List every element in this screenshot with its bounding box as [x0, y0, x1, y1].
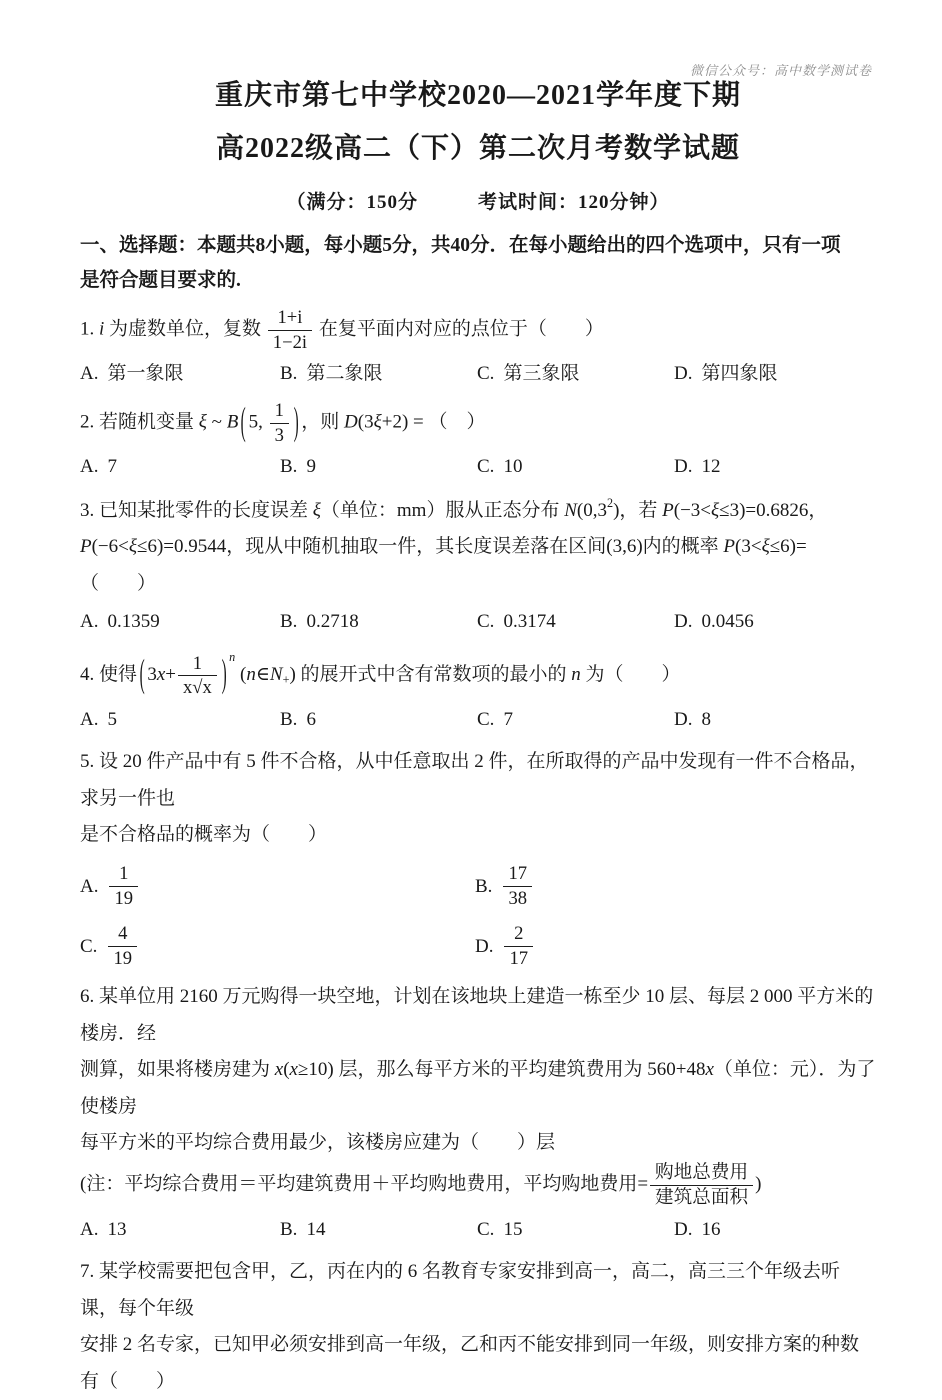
math-variable: N — [269, 664, 283, 686]
option-label: C. — [477, 456, 495, 478]
question-4-line — [80, 646, 876, 700]
text-run: ( — [283, 1059, 290, 1081]
big-paren: ( — [139, 653, 145, 697]
fraction-denominator: 建筑总面积 — [650, 1185, 753, 1210]
option-label: A. — [80, 363, 99, 385]
fraction-denominator: 38 — [503, 886, 532, 911]
text-run: 10 — [503, 456, 523, 478]
option-C — [477, 605, 674, 638]
option-B — [475, 862, 876, 911]
question-5 — [80, 744, 876, 971]
paper-title-line2: 高2022级高二（下）第二次月考数学试题 — [215, 133, 740, 165]
math-variable: x — [274, 1059, 284, 1081]
option-label: B. — [280, 611, 298, 633]
text-run: ≤6)=0.9544，现从中随机抽取一件，其长度误差落在区间(3,6)内的概率 — [137, 536, 724, 558]
math-variable: n — [571, 664, 581, 686]
question-5-line — [80, 744, 876, 817]
text-run: ，则 — [301, 411, 345, 433]
question-7 — [80, 1254, 876, 1400]
question-3 — [80, 492, 876, 639]
text-run: 在复平面内对应的点位于（ ） — [314, 318, 604, 340]
question-5-line — [80, 817, 876, 853]
text-run: 0.1359 — [107, 611, 160, 633]
question-2-options — [80, 450, 876, 483]
option-A — [80, 862, 475, 911]
text-run: (0,3 — [576, 499, 607, 521]
question-1-line — [80, 306, 876, 355]
math-variable: n — [246, 664, 256, 686]
text-run: 1. — [80, 318, 99, 340]
option-B — [280, 357, 477, 390]
question-6-options — [80, 1213, 876, 1246]
text-run: )，若 — [613, 499, 663, 521]
option-label: A. — [80, 456, 99, 478]
text-run: 安排 2 名专家，已知甲必须安排到高一年级，乙和丙不能安排到同一年级，则安排方案的种数有（ ） — [80, 1334, 860, 1392]
text-run: ≤6)= — [769, 536, 807, 558]
text-run: ∈ — [255, 664, 270, 686]
score-and-time-info: （满分：150分 考试时间：120分钟） — [286, 192, 670, 214]
option-label: B. — [475, 875, 493, 897]
option-C — [477, 450, 674, 483]
option-label: C. — [477, 363, 495, 385]
math-variable: x — [705, 1059, 714, 1081]
text-run: 13 — [107, 1219, 127, 1241]
question-1-options — [80, 357, 876, 390]
question-6-line — [80, 979, 876, 1052]
section-instructions-line2: 是符合题目要求的. — [80, 270, 241, 292]
fraction-numerator: 4 — [118, 923, 128, 945]
math-variable: D — [344, 411, 358, 433]
option-label: D. — [674, 709, 693, 731]
text-run: 为（ ） — [580, 664, 681, 686]
math-variable: P — [662, 499, 674, 521]
text-run: (−6< — [91, 536, 129, 558]
text-run: 8 — [701, 709, 711, 731]
option-label: D. — [674, 1219, 693, 1241]
option-label: B. — [280, 1219, 298, 1241]
question-4 — [80, 646, 876, 736]
option-C — [477, 703, 674, 736]
fraction-numerator: 1 — [192, 652, 203, 674]
section-instructions-line1: 一、选择题：本题共8小题，每小题5分，共40分．在每小题给出的四个选项中，只有一项 — [80, 235, 841, 257]
text-run: 是不合格品的概率为（ ） — [80, 824, 328, 846]
option-C — [477, 357, 674, 390]
text-run: 第四象限 — [701, 363, 778, 385]
option-label: D. — [475, 936, 494, 958]
math-variable: ξ — [312, 499, 321, 521]
subscript: + — [282, 673, 290, 688]
question-2-line — [80, 399, 876, 448]
option-D — [674, 1213, 876, 1246]
fraction-denominator: x√x — [178, 675, 217, 700]
text-run: （单位：mm）服从正态分布 — [320, 499, 565, 521]
option-label: A. — [80, 611, 99, 633]
fraction — [268, 306, 312, 355]
text-run: 为虚数单位，复数 — [104, 318, 266, 340]
superscript: 2 — [606, 495, 614, 510]
option-D — [674, 450, 876, 483]
text-run: ) — [755, 1174, 762, 1196]
question-3-options — [80, 605, 876, 638]
text-run: （单位：元）．为了使楼房 — [80, 1059, 876, 1117]
big-paren: ( — [240, 400, 246, 444]
question-5-options — [80, 862, 876, 971]
fraction-numerator: 购地总费用 — [655, 1162, 749, 1184]
question-6-line — [80, 1125, 876, 1161]
text-run: 15 — [503, 1219, 523, 1241]
fraction-numerator: 17 — [508, 862, 528, 884]
text-run: (3< — [735, 536, 762, 558]
text-run: (−3< — [673, 499, 712, 521]
paper-title-line1: 重庆市第七中学校2020—2021学年度下期 — [214, 80, 741, 111]
option-label: B. — [280, 363, 298, 385]
text-run: 2. 若随机变量 — [80, 411, 199, 433]
text-run: 3 — [147, 664, 157, 686]
option-B — [280, 450, 477, 483]
text-run: ~ — [206, 411, 227, 433]
fraction-numerator: 1 — [119, 862, 129, 884]
math-variable: ξ — [198, 411, 207, 433]
superscript: n — [229, 650, 236, 665]
question-7-line — [80, 1254, 876, 1327]
question-7-line — [80, 1327, 876, 1400]
option-D — [475, 922, 876, 971]
fraction-denominator: 3 — [270, 423, 289, 448]
fraction — [504, 922, 533, 971]
text-run: 第二象限 — [306, 363, 383, 385]
text-run: 第三象限 — [503, 363, 580, 385]
option-label: C. — [477, 611, 495, 633]
text-run: + — [165, 664, 176, 686]
text-run: (3 — [357, 411, 374, 433]
text-run: 3. 已知某批零件的长度误差 — [80, 499, 313, 521]
option-label: D. — [674, 363, 693, 385]
option-D — [674, 605, 876, 638]
question-4-options — [80, 703, 876, 736]
text-run: 6 — [306, 709, 316, 731]
questions-list — [80, 306, 876, 1400]
text-run: 7 — [107, 456, 117, 478]
text-run: 9 — [306, 456, 316, 478]
math-variable: ξ — [761, 536, 770, 558]
question-1 — [80, 306, 876, 391]
text-run: 每平方米的平均综合费用最少，该楼房应建为（ ）层 — [80, 1132, 556, 1154]
question-3-line — [80, 529, 876, 565]
wechat-watermark: 微信公众号：高中数学测试卷 — [689, 63, 872, 78]
fraction — [650, 1161, 753, 1210]
text-run: ( — [235, 664, 247, 686]
option-D — [674, 703, 876, 736]
fraction — [109, 862, 138, 911]
question-6 — [80, 979, 876, 1246]
text-run: 14 — [306, 1219, 326, 1241]
question-2 — [80, 399, 876, 484]
option-A — [80, 703, 280, 736]
option-label: A. — [80, 709, 99, 731]
fraction-denominator: 17 — [504, 946, 533, 971]
fraction-numerator: 1 — [274, 399, 284, 421]
text-run: ≤3)=0.6826， — [719, 499, 828, 521]
math-variable: N — [564, 499, 577, 521]
option-label: C. — [477, 709, 495, 731]
text-run: (注：平均综合费用＝平均建筑费用＋平均购地费用，平均购地费用= — [80, 1174, 649, 1196]
option-A — [80, 605, 280, 638]
fraction-numerator: 1+i — [277, 306, 303, 328]
text-run: 16 — [701, 1219, 721, 1241]
text-run: 0.3174 — [503, 611, 556, 633]
text-run: 5 — [107, 709, 117, 731]
text-run: 12 — [701, 456, 721, 478]
option-C — [477, 1213, 674, 1246]
option-D — [674, 357, 876, 390]
text-run: 测算，如果将楼房建为 — [80, 1059, 275, 1081]
option-A — [80, 450, 280, 483]
text-run: 7. 某学校需要把包含甲，乙，丙在内的 6 名教育专家安排到高一，高二，高三三个年级去听课，每个年级 — [80, 1261, 841, 1319]
text-run: （ ） — [80, 572, 157, 594]
math-variable: i — [99, 318, 105, 340]
text-run: 7 — [503, 709, 513, 731]
text-run: ≥10) 层，那么每平方米的平均建筑费用为 560+48 — [297, 1059, 706, 1081]
option-label: D. — [674, 456, 693, 478]
fraction — [178, 652, 217, 701]
text-run: 5, — [248, 411, 268, 433]
math-variable: ξ — [711, 499, 720, 521]
option-A — [80, 1213, 280, 1246]
math-variable: ξ — [373, 411, 382, 433]
option-label: B. — [280, 456, 298, 478]
text-run: 第一象限 — [107, 363, 184, 385]
text-run: 5. 设 20 件产品中有 5 件不合格，从中任意取出 2 件，在所取得的产品中发现有一件不合格品，求另一件也 — [80, 751, 869, 809]
question-3-line — [80, 566, 876, 602]
option-label: C. — [477, 1219, 495, 1241]
math-variable: x — [156, 664, 166, 686]
fraction-numerator: 2 — [514, 923, 524, 945]
fraction — [108, 922, 137, 971]
question-3-line — [80, 492, 876, 530]
fraction-denominator: 19 — [108, 946, 137, 971]
fraction — [503, 862, 532, 911]
option-label: B. — [280, 709, 298, 731]
fraction-denominator: 19 — [109, 886, 138, 911]
option-C — [80, 922, 475, 971]
option-A — [80, 357, 280, 390]
text-run: 4. 使得 — [80, 664, 138, 686]
text-run: +2) = （ ） — [381, 411, 486, 433]
big-paren: ) — [221, 653, 227, 697]
option-label: D. — [674, 611, 693, 633]
option-B — [280, 1213, 477, 1246]
math-variable: ξ — [128, 536, 138, 558]
option-label: C. — [80, 936, 98, 958]
question-6-line — [80, 1052, 876, 1125]
math-variable: x — [289, 1059, 298, 1081]
text-run: 0.0456 — [701, 611, 754, 633]
math-variable: P — [80, 536, 92, 558]
question-6-line — [80, 1161, 876, 1210]
math-variable: B — [226, 411, 239, 433]
option-B — [280, 703, 477, 736]
big-paren: ) — [293, 400, 299, 444]
text-run: ) 的展开式中含有常数项的最小的 — [289, 664, 572, 686]
text-run: 0.2718 — [306, 611, 359, 633]
text-run: 6. 某单位用 2160 万元购得一块空地，计划在该地块上建造一栋至少 10 层、每层 2 000 平方米的楼房．经 — [80, 986, 874, 1044]
option-label: A. — [80, 1219, 99, 1241]
option-B — [280, 605, 477, 638]
fraction-denominator: 1−2i — [268, 330, 312, 355]
fraction — [270, 399, 289, 448]
option-label: A. — [80, 875, 99, 897]
math-variable: P — [723, 536, 736, 558]
